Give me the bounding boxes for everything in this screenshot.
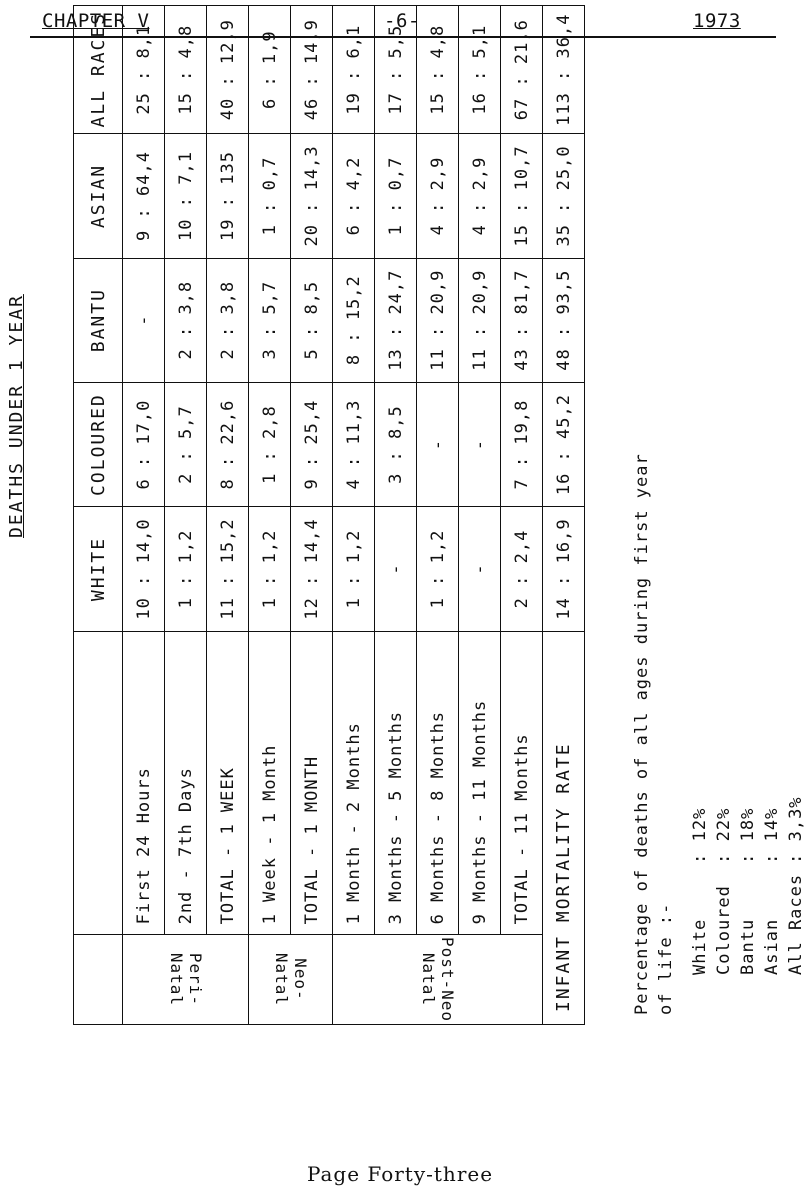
header-all-races: ALL RACES xyxy=(74,6,123,134)
cell-bantu: 43 : 81,7 xyxy=(501,258,543,382)
cell-bantu: 5 : 8,5 xyxy=(291,258,333,382)
table-row xyxy=(333,6,375,1025)
cell-all-races: 46 : 14,9 xyxy=(291,6,333,134)
row-label: INFANT MORTALITY RATE xyxy=(543,631,585,1024)
cell-asian: 1 : 0,7 xyxy=(249,134,291,258)
list-item xyxy=(760,786,784,975)
row-label: 1 Week - 1 Month xyxy=(249,631,291,935)
row-label: First 24 Hours xyxy=(123,631,165,935)
cell-white: 10 : 14,0 xyxy=(123,507,165,631)
cell-all-races: 15 : 4,8 xyxy=(165,6,207,134)
cell-bantu: 2 : 3,8 xyxy=(207,258,249,382)
rotated-page-content xyxy=(0,5,806,1085)
cell-white: 1 : 1,2 xyxy=(333,507,375,631)
note-race: Bantu xyxy=(738,918,758,975)
row-label: TOTAL - 1 MONTH xyxy=(291,631,333,935)
cell-coloured: - xyxy=(459,382,501,507)
cell-bantu: 11 : 20,9 xyxy=(459,258,501,382)
chapter-heading: CHAPTER V xyxy=(42,10,150,32)
cell-coloured: - xyxy=(417,382,459,507)
list-item xyxy=(736,786,760,975)
cell-all-races: 16 : 5,1 xyxy=(459,6,501,134)
infant-deaths-table xyxy=(73,5,585,1025)
table-row-infant-mortality xyxy=(543,6,585,1025)
group-neo-line1: Neo- xyxy=(290,958,310,1001)
header-period xyxy=(74,631,123,935)
note-value: : 22% xyxy=(714,807,734,864)
cell-white: 14 : 16,9 xyxy=(543,507,585,631)
header-asian: ASIAN xyxy=(74,134,123,258)
note-value: : 18% xyxy=(738,807,758,864)
list-item xyxy=(712,786,736,975)
notes-intro xyxy=(630,453,678,1015)
cell-asian: 4 : 2,9 xyxy=(417,134,459,258)
note-value: : 3,3% xyxy=(786,796,806,864)
table-row xyxy=(165,6,207,1025)
note-race: All Races xyxy=(786,873,806,975)
group-post-line2: Natal xyxy=(418,953,438,1007)
cell-bantu: 48 : 93,5 xyxy=(543,258,585,382)
list-item xyxy=(688,786,712,975)
table-row xyxy=(207,6,249,1025)
cell-white: - xyxy=(459,507,501,631)
row-label: 9 Months - 11 Months xyxy=(459,631,501,935)
group-peri-line2: Natal xyxy=(166,953,186,1007)
cell-asian: 9 : 64,4 xyxy=(123,134,165,258)
row-label: 3 Months - 5 Months xyxy=(375,631,417,935)
cell-white: 12 : 14,4 xyxy=(291,507,333,631)
cell-asian: 4 : 2,9 xyxy=(459,134,501,258)
row-label: 1 Month - 2 Months xyxy=(333,631,375,935)
cell-coloured: 16 : 45,2 xyxy=(543,382,585,507)
table-row xyxy=(459,6,501,1025)
cell-asian: 20 : 14,3 xyxy=(291,134,333,258)
table-row xyxy=(375,6,417,1025)
cell-asian: 35 : 25,0 xyxy=(543,134,585,258)
cell-white: - xyxy=(375,507,417,631)
table-row xyxy=(249,6,291,1025)
cell-white: 1 : 1,2 xyxy=(165,507,207,631)
note-race: White xyxy=(690,918,710,975)
cell-all-races: 25 : 8,1 xyxy=(123,6,165,134)
cell-coloured: 7 : 19,8 xyxy=(501,382,543,507)
header-group xyxy=(74,935,123,1025)
cell-bantu: 2 : 3,8 xyxy=(165,258,207,382)
table-header-row xyxy=(74,6,123,1025)
note-race: Coloured xyxy=(714,885,734,975)
cell-asian: 10 : 7,1 xyxy=(165,134,207,258)
cell-coloured: 8 : 22,6 xyxy=(207,382,249,507)
cell-all-races: 6 : 1,9 xyxy=(249,6,291,134)
list-item xyxy=(784,786,808,975)
page-marker: -6- xyxy=(384,10,420,32)
row-label: TOTAL - 1 WEEK xyxy=(207,631,249,935)
cell-coloured: 3 : 8,5 xyxy=(375,382,417,507)
cell-bantu: 8 : 15,2 xyxy=(333,258,375,382)
cell-asian: 15 : 10,7 xyxy=(501,134,543,258)
notes-intro-line1: Percentage of deaths of all ages during first year xyxy=(632,453,652,1015)
group-post-neo-natal xyxy=(333,935,543,1025)
cell-bantu: 13 : 24,7 xyxy=(375,258,417,382)
note-value: : 12% xyxy=(690,807,710,864)
report-year: 1973 xyxy=(693,10,741,32)
percentage-notes xyxy=(630,453,808,1015)
cell-coloured: 6 : 17,0 xyxy=(123,382,165,507)
cell-all-races: 67 : 21,6 xyxy=(501,6,543,134)
cell-coloured: 9 : 25,4 xyxy=(291,382,333,507)
cell-white: 2 : 2,4 xyxy=(501,507,543,631)
cell-asian: 19 : 135 xyxy=(207,134,249,258)
cell-all-races: 113 : 36,4 xyxy=(543,6,585,134)
table-row xyxy=(123,6,165,1025)
group-peri-natal xyxy=(123,935,249,1025)
cell-bantu: - xyxy=(123,258,165,382)
group-peri-line1: Peri- xyxy=(185,953,205,1007)
group-neo-line2: Natal xyxy=(271,953,291,1007)
table-row xyxy=(291,6,333,1025)
row-label: 6 Months - 8 Months xyxy=(417,631,459,935)
group-post-line1: Post-Neo xyxy=(437,937,457,1023)
cell-all-races: 19 : 6,1 xyxy=(333,6,375,134)
cell-asian: 1 : 0,7 xyxy=(375,134,417,258)
cell-bantu: 3 : 5,7 xyxy=(249,258,291,382)
cell-all-races: 40 : 12,9 xyxy=(207,6,249,134)
cell-all-races: 15 : 4,8 xyxy=(417,6,459,134)
side-title: DEATHS UNDER 1 YEAR xyxy=(6,294,27,538)
cell-coloured: 4 : 11,3 xyxy=(333,382,375,507)
table-row xyxy=(417,6,459,1025)
cell-white: 11 : 15,2 xyxy=(207,507,249,631)
cell-asian: 6 : 4,2 xyxy=(333,134,375,258)
cell-coloured: 1 : 2,8 xyxy=(249,382,291,507)
cell-white: 1 : 1,2 xyxy=(417,507,459,631)
cell-coloured: 2 : 5,7 xyxy=(165,382,207,507)
row-label: TOTAL - 11 Months xyxy=(501,631,543,935)
row-label: 2nd - 7th Days xyxy=(165,631,207,935)
notes-list xyxy=(688,786,808,975)
cell-white: 1 : 1,2 xyxy=(249,507,291,631)
table-row xyxy=(501,6,543,1025)
notes-intro-line2: of life :- xyxy=(656,902,676,1015)
header-coloured: COLOURED xyxy=(74,382,123,507)
page-footer: Page Forty-three xyxy=(306,1162,494,1186)
cell-all-races: 17 : 5,5 xyxy=(375,6,417,134)
note-race: Asian xyxy=(762,918,782,975)
header-bantu: BANTU xyxy=(74,258,123,382)
group-neo-natal xyxy=(249,935,333,1025)
note-value: : 14% xyxy=(762,807,782,864)
cell-bantu: 11 : 20,9 xyxy=(417,258,459,382)
header-white: WHITE xyxy=(74,507,123,631)
